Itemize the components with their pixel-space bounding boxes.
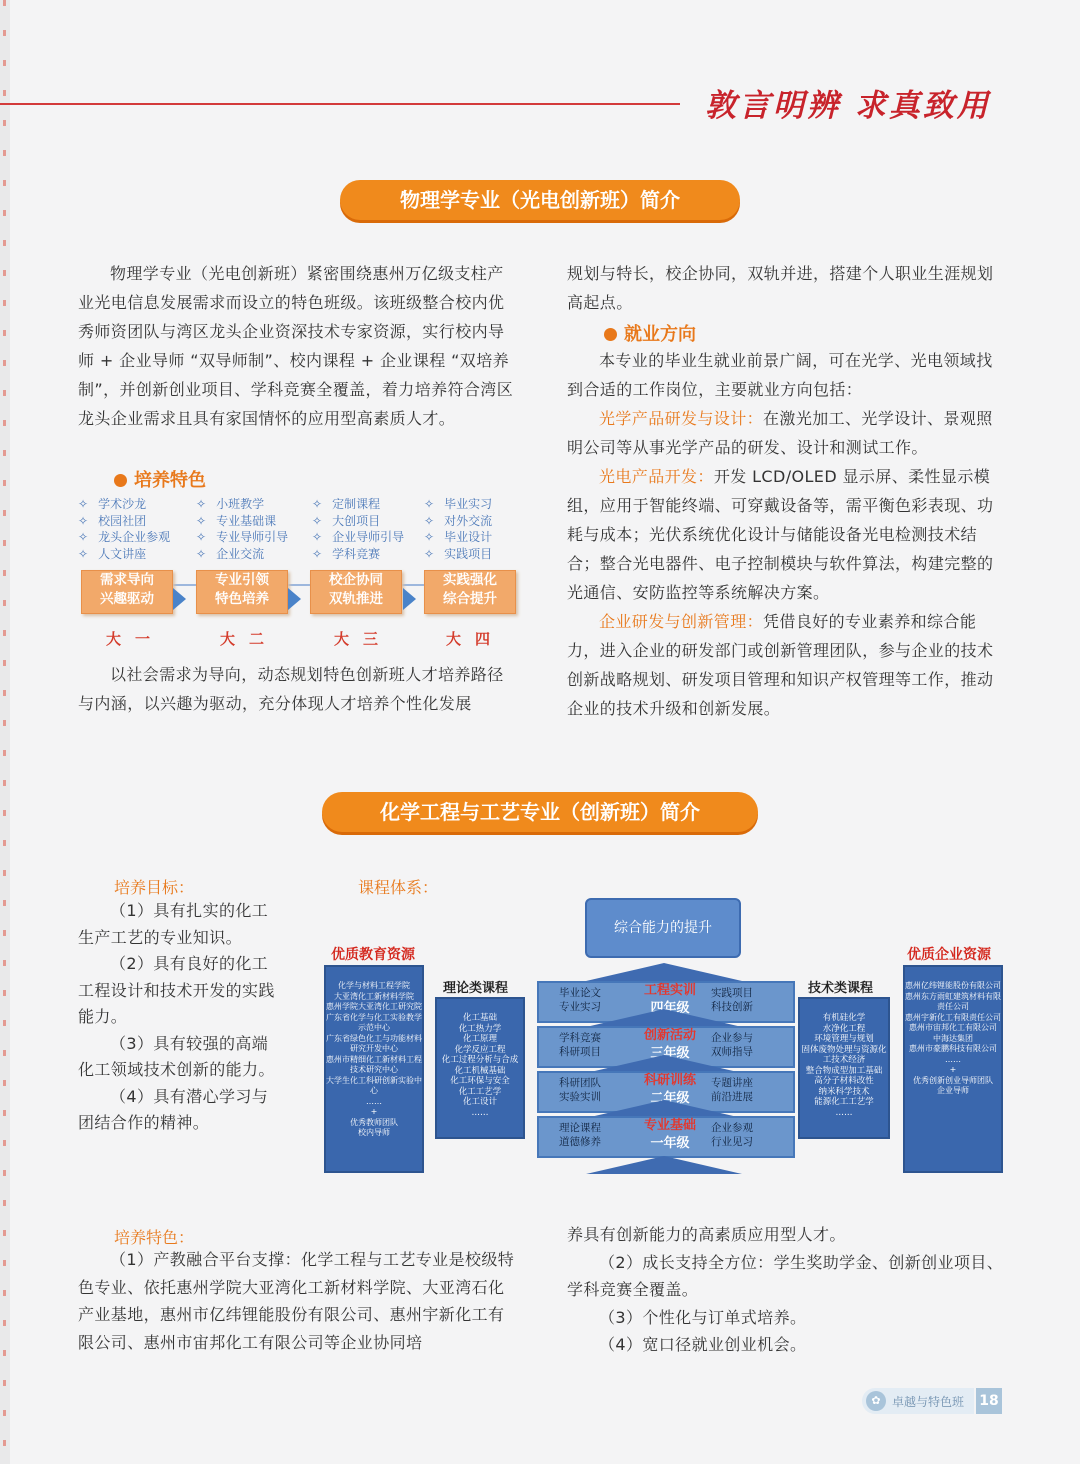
goal-list: （1）具有扎实的化工生产工艺的专业知识。 （2）具有良好的化工工程设计和技术开发的实践能力。 （3）具有较强的高端化工领域技术创新的能力。 （4）具有潜心学习与团结合作的精神。 bbox=[78, 901, 275, 1132]
up-arrow-icon bbox=[586, 1156, 742, 1174]
page-number: 18 bbox=[976, 1388, 1002, 1414]
arrow-right-icon bbox=[173, 588, 186, 610]
section1-title: 物理学专业（光电创新班）简介 bbox=[340, 180, 740, 220]
footer-tag-label: 卓越与特色班 bbox=[892, 1395, 965, 1409]
year-label-1: 大一 bbox=[106, 630, 165, 648]
career-intro: 本专业的毕业生就业前景广阔，可在光学、光电领域找到合适的工作岗位，主要就业方向包括： bbox=[567, 351, 993, 399]
edu-resource-title: 优质教育资源 bbox=[331, 947, 415, 963]
feature-heading: 培养特色 bbox=[114, 466, 206, 492]
grade-row-2: 科研团队 实验实训 科研训练 二年级 专题讲座 前沿进展 bbox=[537, 1071, 795, 1113]
career-item-2: 光电产品开发：开发 LCD/OLED 显示屏、柔性显示模组，应用于智能终端、可穿戴设备等，需平衡色彩表现、功耗与成本；光伏系统优化设计与储能设备光电检测技术结合；整合光电器件、电子控制模块与软件算法，构建完整的光通信、安防监控等系统解决方案。 bbox=[567, 467, 994, 602]
career-item-3: 企业研发与创新管理：凭借良好的专业素养和综合能力，进入企业的研发部门或创新管理团队，参与企业的技术创新战略规划、研发项目管理和知识产权管理等工作，推动企业的技术升级和创新发展。 bbox=[567, 612, 994, 718]
ent-resource-box: 惠州亿纬锂能股份有限公司 惠州东方雨虹建筑材料有限责任公司 惠州宇新化工有限责任公司 惠州市宙邦化工有限公司 中海达集团 惠州市豪鹏科技有限公司 …… + 优秀创新创业导师团队 企业导师 bbox=[903, 965, 1003, 1173]
feature-col-3: ✧ 定制课程 ✧ 大创项目 ✧ 企业导师引导 ✧ 学科竞赛 bbox=[312, 496, 404, 562]
top-banner: 综合能力的提升 bbox=[585, 898, 741, 958]
stage-4: 实践强化 综合提升 bbox=[424, 570, 516, 614]
feature-col-4: ✧ 毕业实习 ✧ 对外交流 ✧ 毕业设计 ✧ 实践项目 bbox=[424, 496, 492, 562]
grade-row-4: 毕业论文 专业实习 工程实训 四年级 实践项目 科技创新 bbox=[537, 981, 795, 1023]
career-item-1: 光学产品研发与设计：在激光加工、光学设计、景观照明公司等从事光学产品的研发、设计和测试工作。 bbox=[567, 409, 993, 457]
goal-heading: 培养目标： bbox=[114, 878, 195, 897]
tech-box: 有机硅化学 水净化工程 环境管理与规划 固体废物处理与资源化工技术经济 整合物成型加工基础 高分子材料改性 纳米科学技术 能源化工工艺学 …… bbox=[798, 997, 890, 1139]
career-heading: 就业方向 bbox=[604, 320, 696, 346]
theory-box: 化工基础 化工热力学 化工原理 化学反应工程 化工过程分析与合成 化工机械基础 化工环保与安全 化工工艺学 化工设计 …… bbox=[435, 997, 525, 1139]
grade-row-1: 理论课程 道德修养 专业基础 一年级 企业参观 行业见习 bbox=[537, 1116, 795, 1158]
section2-title: 化学工程与工艺专业（创新班）简介 bbox=[322, 792, 758, 832]
ent-resource-title: 优质企业资源 bbox=[907, 947, 991, 963]
year-label-2: 大二 bbox=[220, 630, 279, 648]
year-label-3: 大三 bbox=[334, 630, 393, 648]
course-heading: 课程体系： bbox=[358, 878, 439, 897]
theory-title: 理论类课程 bbox=[443, 981, 509, 996]
page-spine bbox=[0, 0, 10, 1464]
feature-col-1: ✧ 学术沙龙 ✧ 校园社团 ✧ 龙头企业参观 ✧ 人文讲座 bbox=[78, 496, 170, 562]
physics-para2-cont: 规划与特长，校企协同，双轨并进，搭建个人职业生涯规划高起点。 bbox=[567, 264, 994, 312]
leaf-icon: ✿ bbox=[866, 1391, 886, 1411]
year-label-4: 大四 bbox=[446, 630, 505, 648]
bullet-dot-icon bbox=[604, 328, 617, 341]
bullet-dot-icon bbox=[114, 474, 127, 487]
spine-dots bbox=[3, 0, 6, 1464]
up-arrow-icon bbox=[586, 1009, 742, 1027]
footer-tag bbox=[862, 1388, 974, 1414]
arrow-right-icon bbox=[403, 588, 416, 610]
tech-title: 技术类课程 bbox=[808, 981, 874, 996]
feature2-heading: 培养特色： bbox=[114, 1228, 195, 1247]
stage-3: 校企协同 双轨推进 bbox=[310, 570, 402, 614]
feature2-left: （1）产教融合平台支撑：化学工程与工艺专业是校级特色专业、依托惠州学院大亚湾化工新材料学院、大亚湾石化产业基地，惠州市亿纬锂能股份有限公司、惠州宇新化工有限公司、惠州市宙邦化工有限公司等企业协同培 bbox=[78, 1250, 515, 1352]
stage-1: 需求导向 兴趣驱动 bbox=[81, 570, 173, 614]
physics-para2: 以社会需求为导向，动态规划特色创新班人才培养路径与内涵，以兴趣为驱动，充分体现人才培养个性化发展 bbox=[78, 665, 504, 713]
motto: 敦言明辨 求真致用 bbox=[705, 88, 991, 124]
arrow-right-icon bbox=[288, 588, 301, 610]
feature-col-2: ✧ 小班教学 ✧ 专业基础课 ✧ 专业导师引导 ✧ 企业交流 bbox=[196, 496, 288, 562]
physics-intro: 物理学专业（光电创新班）紧密围绕惠州万亿级支柱产业光电信息发展需求而设立的特色班级。该班级整合校内优秀师资团队与湾区龙头企业资深技术专家资源，实行校内导师 + 企业导师 “双导师制”、校内课程 + 企业课程 “双培养制”，并创新创业项目、学科竞赛全覆盖，着力培养符合湾区龙头企业需求且具有家国情怀的应用型高素质人才。 bbox=[78, 264, 514, 428]
grade-row-3: 学科竞赛 科研项目 创新活动 三年级 企业参与 双师指导 bbox=[537, 1026, 795, 1068]
header-rule bbox=[0, 103, 680, 105]
edu-resource-box: 化学与材料工程学院 大亚湾化工新材料学院 惠州学院大亚湾化工研究院 广东省化学与化工实验教学示范中心 广东省绿色化工与功能材料研究开发中心 惠州市精细化工新材料工程技术研究中心 大学生化工科研创新实验中心 …… + 优秀教师团队 校内导师 bbox=[324, 965, 424, 1173]
up-arrow-icon bbox=[586, 963, 742, 981]
feature2-right: 养具有创新能力的高素质应用型人才。 （2）成长支持全方位：学生奖助学金、创新创业项目、学科竞赛全覆盖。 （3）个性化与订单式培养。 （4）宽口径就业创业机会。 bbox=[567, 1225, 1004, 1354]
stage-2: 专业引领 特色培养 bbox=[196, 570, 288, 614]
